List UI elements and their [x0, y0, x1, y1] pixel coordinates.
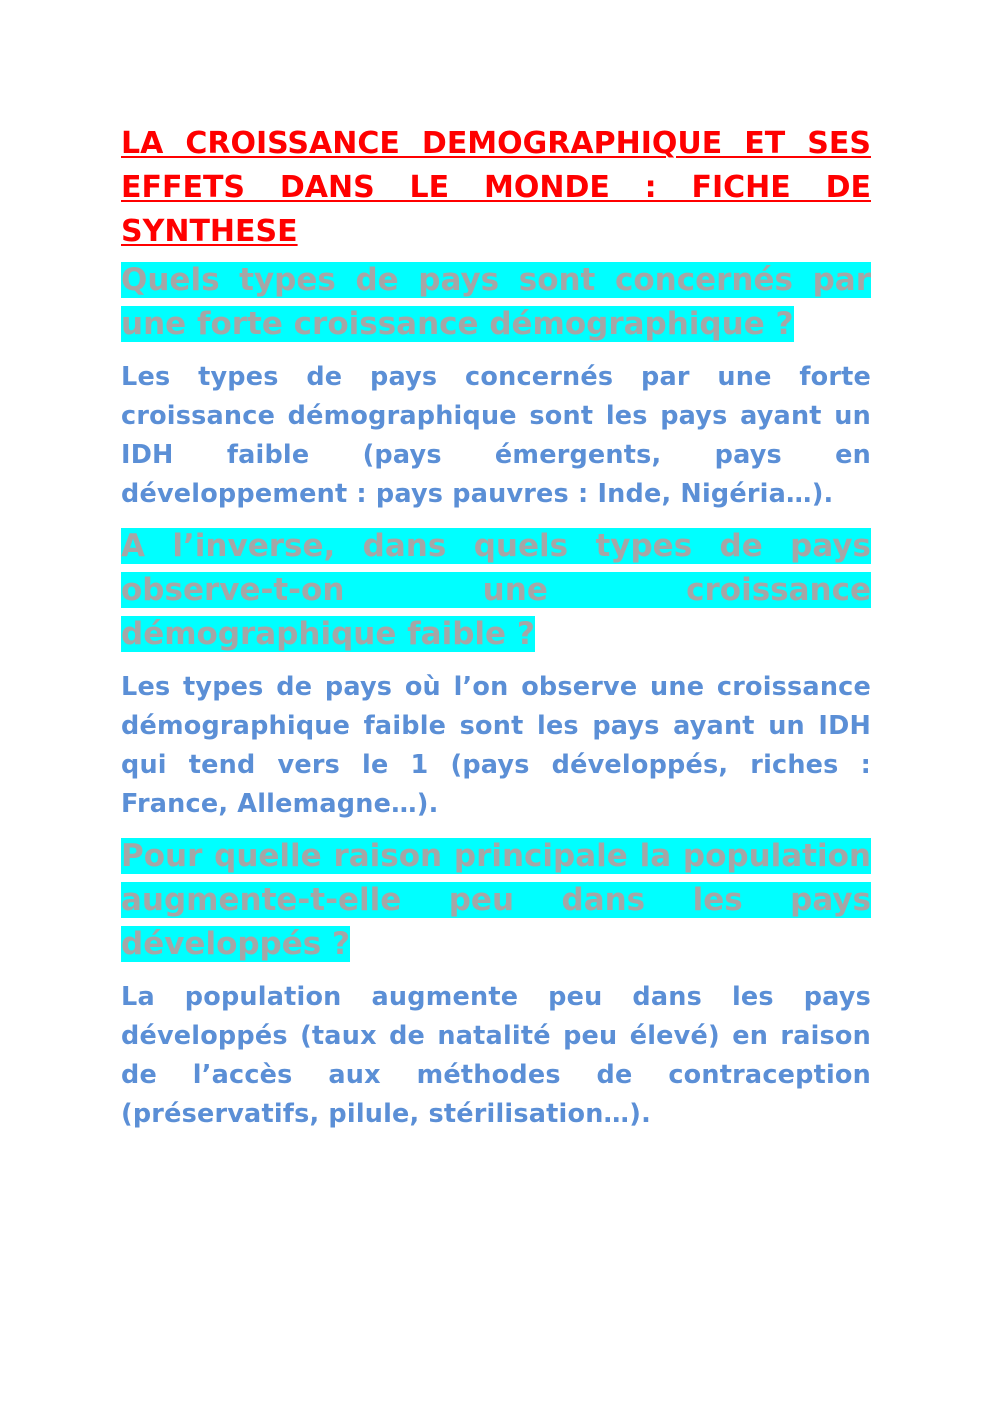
document-page [121, 122, 871, 1144]
question-text: A l’inverse, dans quels types de pays observe-t-on une croissance démographique faible ? [121, 528, 871, 652]
answer-paragraph: La population augmente peu dans les pays développés (taux de natalité peu élevé) en raison de l’accès aux méthodes de contraception (préservatifs, pilule, stérilisation…). [121, 982, 871, 1129]
answer-paragraph: Les types de pays concernés par une forte croissance démographique sont les pays ayant un IDH faible (pays émergents, pays en développement : pays pauvres : Inde, Nigéria…). [121, 362, 871, 509]
question-text: Quels types de pays sont concernés par une forte croissance démographique ? [121, 262, 871, 342]
question-heading [121, 258, 871, 346]
question-heading [121, 524, 871, 656]
question-text: Pour quelle raison principale la population augmente-t-elle peu dans les pays développés ? [121, 838, 871, 962]
answer-paragraph: Les types de pays où l’on observe une croissance démographique faible sont les pays ayant un IDH qui tend vers le 1 (pays développés, riches : France, Allemagne…). [121, 672, 871, 819]
question-heading [121, 834, 871, 966]
section-1 [121, 258, 871, 514]
section-3 [121, 834, 871, 1134]
section-2 [121, 524, 871, 824]
document-title: LA CROISSANCE DEMOGRAPHIQUE ET SES EFFETS DANS LE MONDE : FICHE DE SYNTHESE [121, 126, 871, 249]
